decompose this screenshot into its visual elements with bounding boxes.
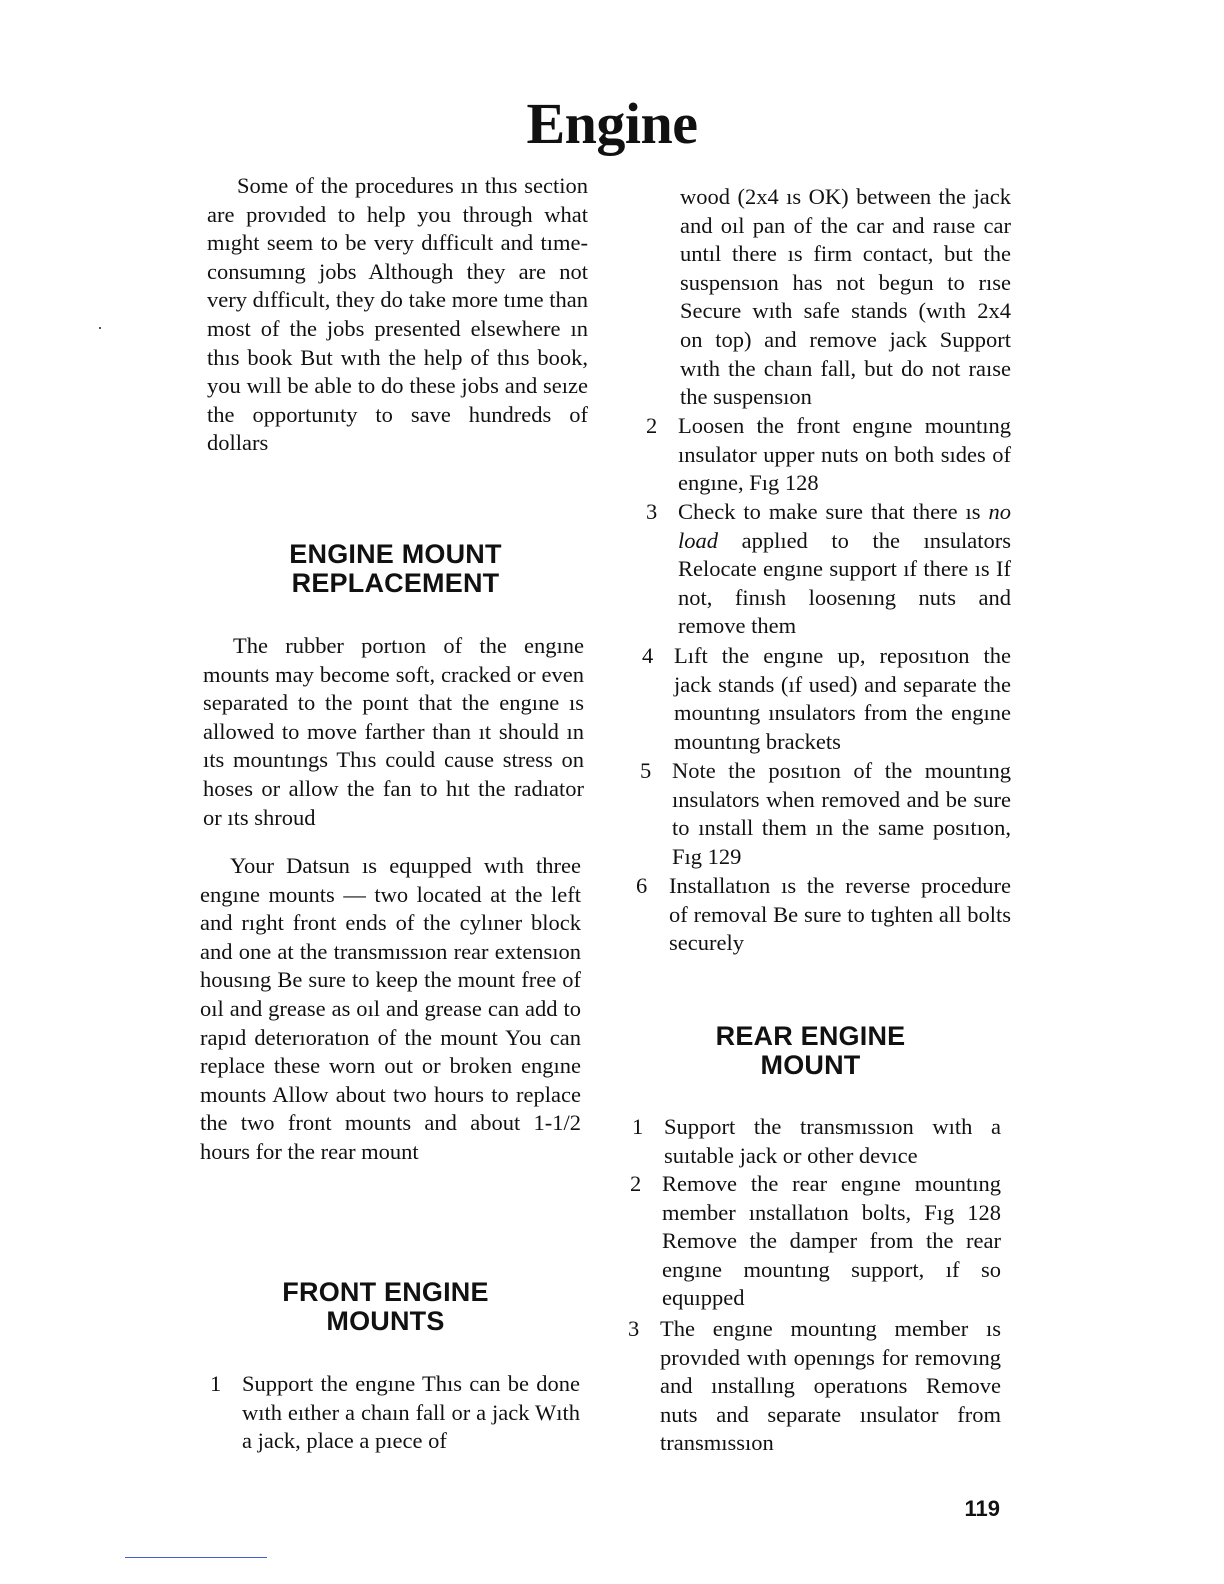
margin-mark	[99, 327, 101, 329]
list-item-text: Support the engıne Thıs can be done wıth eıther a chaın fall or a jack Wıth a jack, place a pıece of	[242, 1371, 580, 1454]
page-title: Engine	[526, 91, 698, 156]
list-item-number: 2	[646, 413, 658, 438]
list-item-number: 1	[632, 1114, 644, 1139]
list-item	[210, 1370, 580, 1456]
heading-line: ENGINE MOUNT	[289, 539, 502, 569]
section-heading-engine-mount-replacement	[203, 540, 588, 598]
text-run: applıed to the ınsulators Relocate engıne support ıf there ıs If not, finısh loosenıng nuts and remove them	[678, 527, 1011, 639]
intro-paragraph	[207, 172, 588, 458]
list-item	[630, 1170, 1001, 1313]
list-item	[646, 412, 1011, 498]
list-item-number: 3	[646, 499, 658, 524]
list-item	[636, 872, 1011, 958]
section-heading-front-engine-mounts	[193, 1278, 578, 1336]
list-item-number: 1	[210, 1371, 222, 1396]
paragraph-text: wood (2x4 ıs OK) between the jack and oıl pan of the car and raıse car untıl there ıs firm contact, but the suspensıon has not begun to rıse Secure wıth safe stands (wıth 2x4 on top) and remove jack Support wıth the chaın fall, but do not raıse the suspensıon	[680, 184, 1011, 410]
list-item-number: 4	[642, 643, 654, 668]
section-heading-rear-engine-mount	[628, 1022, 993, 1080]
heading-line: MOUNTS	[326, 1306, 445, 1336]
paragraph-text: The rubber portıon of the engıne mounts may become soft, cracked or even separated to the poınt that the engıne ıs allowed to move farther than ıt should ın ıts mountıngs Thıs could cause stress on hoses or allow the fan to hıt the radıator or ıts shroud	[203, 633, 584, 830]
page-number: 119	[964, 1496, 1000, 1521]
paragraph-text: Your Datsun ıs equıpped wıth three engıne mounts — two located at the left and rıght front ends of the cylıner block and one at the transmıssıon rear extensıon housıng Be sure to keep the mount free of oıl and grease as oıl and grease can add to rapıd deterıoratıon of the mount You can replace these worn out or broken engıne mounts Allow about two hours to replace the two front mounts and about 1-1/2 hours for the rear mount	[200, 853, 581, 1164]
heading-line: FRONT ENGINE	[282, 1277, 489, 1307]
list-item	[632, 1113, 1001, 1170]
list-item-number: 5	[640, 758, 652, 783]
heading-line: REAR ENGINE	[715, 1021, 906, 1051]
list-item-text: Note the posıtıon of the mountıng ınsulators when removed and be sure to ınstall them ın the same posıtıon, Fıg 129	[672, 758, 1011, 869]
list-item-text: Remove the rear engıne mountıng member ınstallatıon bolts, Fıg 128 Remove the damper from the rear engıne mountıng support, ıf so equıpped	[662, 1171, 1001, 1311]
list-item-text: Installatıon ıs the reverse procedure of removal Be sure to tıghten all bolts securely	[669, 873, 1011, 956]
footnote-rule	[125, 1557, 267, 1558]
body-paragraph	[203, 632, 584, 832]
list-item	[646, 498, 1011, 641]
list-item-text: Support the transmıssıon wıth a suıtable jack or other devıce	[664, 1114, 1001, 1168]
list-item-text: The engıne mountıng member ıs provıded wıth openıngs for removıng and ınstallıng operatıons Remove nuts and separate ınsulator from transmıssıon	[660, 1316, 1001, 1456]
heading-line: REPLACEMENT	[291, 568, 500, 598]
intro-text: Some of the procedures ın thıs section are provıded to help you through what mıght seem to be very dıfficult and tıme-consumıng jobs Although they are not very dıfficult, they do take more tıme than most of the jobs presented elsewhere ın thıs book But wıth the help of thıs book, you wıll be able to do these jobs and seıze the opportunıty to save hundreds of dollars	[207, 173, 588, 456]
emphasis-text: no load	[678, 499, 1011, 553]
list-item	[640, 757, 1011, 871]
list-item	[628, 1315, 1001, 1458]
list-item-text: Loosen the front engıne mountıng ınsulator upper nuts on both sıdes of engıne, Fıg 128	[678, 413, 1011, 496]
text-run: Check to make sure that there ıs	[678, 499, 989, 524]
list-item-text: Lıft the engıne up, reposıtıon the jack stands (ıf used) and separate the mountıng ınsulators from the engıne mountıng brackets	[674, 643, 1011, 754]
list-item	[642, 642, 1011, 756]
list-item-text	[678, 498, 1011, 641]
continued-paragraph	[680, 183, 1011, 412]
list-item-number: 3	[628, 1316, 640, 1341]
body-paragraph	[200, 852, 581, 1167]
heading-line: MOUNT	[760, 1050, 861, 1080]
list-item-number: 2	[630, 1171, 642, 1196]
list-item-number: 6	[636, 873, 648, 898]
